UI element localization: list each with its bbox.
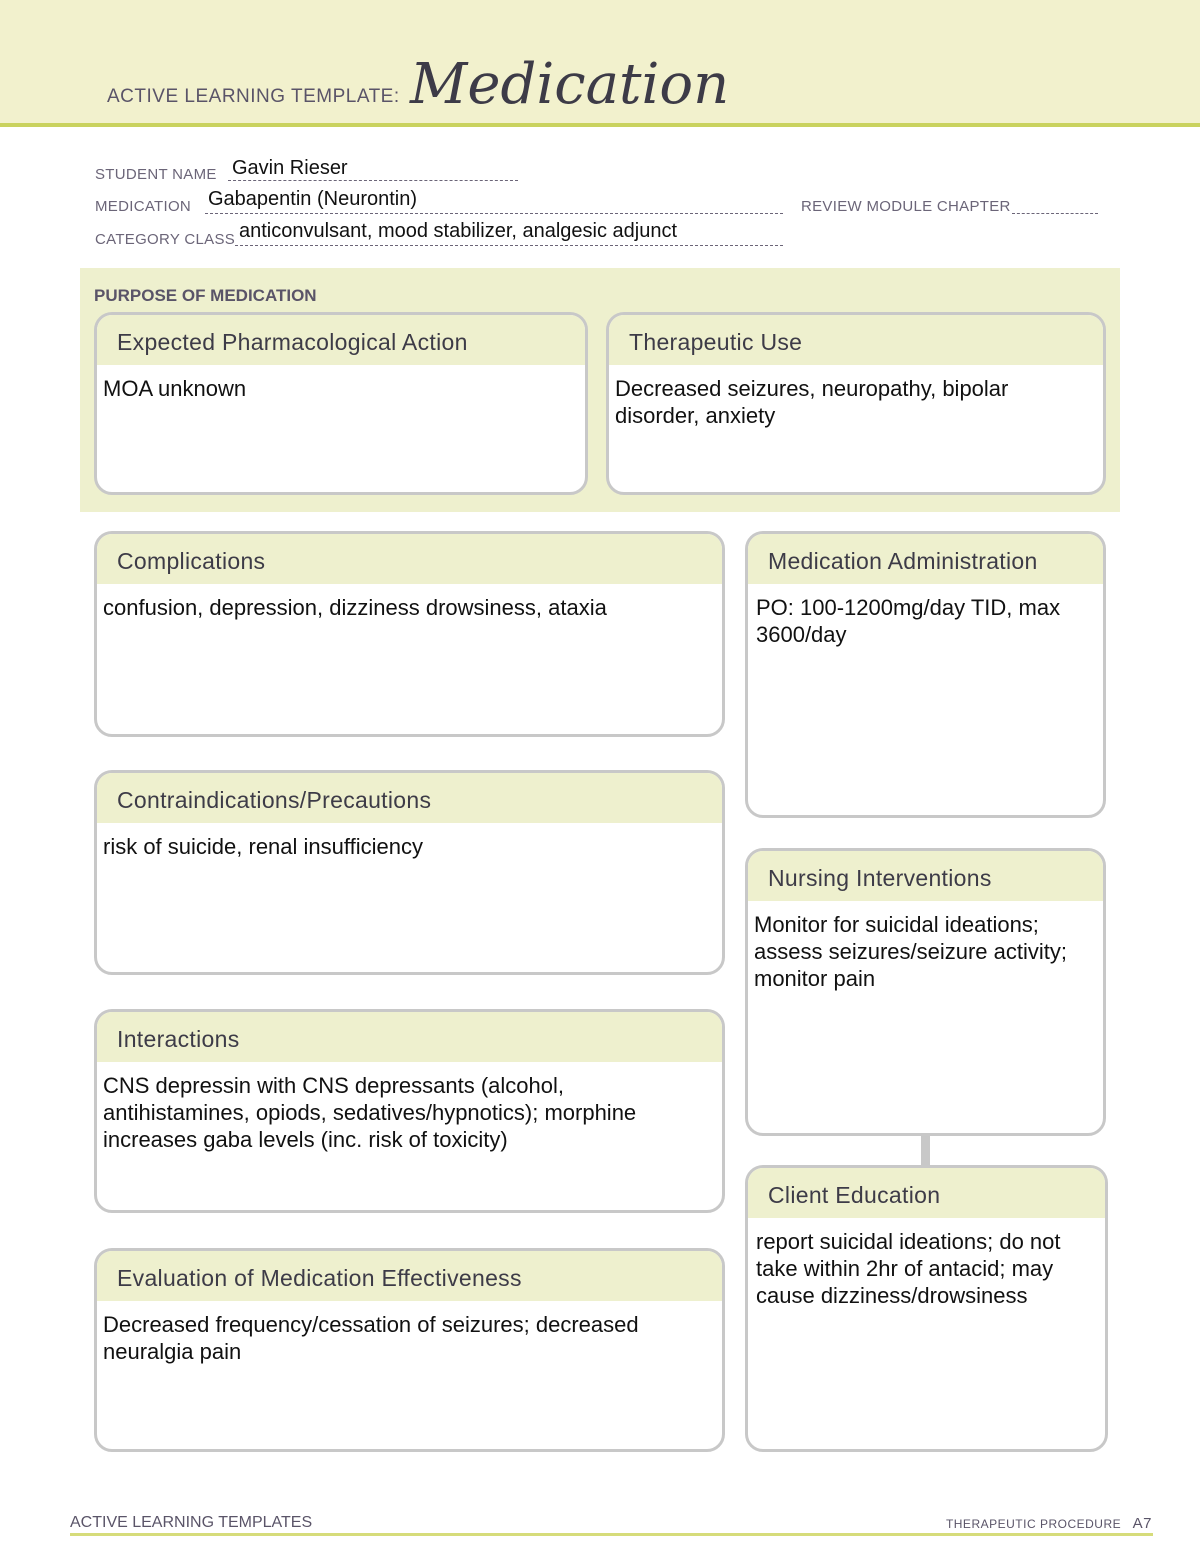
footer-right [946, 1515, 1152, 1532]
category-class-label: CATEGORY CLASS [95, 231, 236, 248]
box-body[interactable]: Decreased frequency/cessation of seizures; decreased neuralgia pain [103, 1312, 639, 1364]
template-label: ACTIVE LEARNING TEMPLATE: [107, 86, 400, 107]
box-title: Medication Administration [748, 534, 1103, 584]
therapeutic-use-box [606, 312, 1106, 495]
page-number: A7 [1132, 1515, 1152, 1532]
nursing-interventions-box [745, 848, 1106, 1136]
box-body[interactable]: Monitor for suicidal ideations; assess seizures/seizure activity; monitor pain [754, 912, 1067, 991]
page-title: Medication [410, 52, 730, 117]
footer-section: THERAPEUTIC PROCEDURE [945, 1517, 1122, 1531]
footer-divider [70, 1533, 1153, 1536]
box-title: Evaluation of Medication Effectiveness [97, 1251, 722, 1301]
box-title: Complications [97, 534, 722, 584]
student-name-label: STUDENT NAME [95, 166, 217, 183]
connector [921, 1135, 930, 1167]
student-name-line [228, 180, 518, 181]
review-module-label: REVIEW MODULE CHAPTER [801, 198, 1011, 215]
box-body[interactable]: confusion, depression, dizziness drowsiness, ataxia [103, 595, 607, 620]
box-title: Therapeutic Use [609, 315, 1103, 365]
category-class-field[interactable]: anticonvulsant, mood stabilizer, analgesic adjunct [239, 220, 678, 242]
student-name-field[interactable]: Gavin Rieser [232, 157, 348, 179]
interactions-box [94, 1009, 725, 1213]
purpose-label: PURPOSE OF MEDICATION [94, 286, 317, 305]
medication-field[interactable]: Gabapentin (Neurontin) [208, 188, 418, 210]
box-title: Contraindications/Precautions [97, 773, 722, 823]
expected-action-box [94, 312, 588, 495]
box-body[interactable]: Decreased seizures, neuropathy, bipolar disorder, anxiety [615, 376, 1009, 428]
category-class-line [235, 245, 783, 246]
box-title: Client Education [748, 1168, 1105, 1218]
footer-left: ACTIVE LEARNING TEMPLATES [70, 1514, 313, 1531]
box-title: Interactions [97, 1012, 722, 1062]
box-body[interactable]: MOA unknown [103, 376, 247, 401]
medication-label: MEDICATION [95, 198, 192, 215]
box-title: Nursing Interventions [748, 851, 1103, 901]
box-body[interactable]: PO: 100-1200mg/day TID, max 3600/day [756, 595, 1061, 647]
medication-line [205, 213, 783, 214]
box-body[interactable]: report suicidal ideations; do not take within 2hr of antacid; may cause dizziness/drowsiness [756, 1229, 1061, 1308]
box-body[interactable]: risk of suicide, renal insufficiency [103, 834, 423, 859]
review-module-field[interactable] [1012, 213, 1098, 214]
evaluation-box [94, 1248, 725, 1452]
contraindications-box [94, 770, 725, 975]
box-body[interactable]: CNS depressin with CNS depressants (alcohol, antihistamines, opiods, sedatives/hypnotics); morphine increases gaba levels (inc. risk of toxicity) [103, 1073, 637, 1152]
administration-box [745, 531, 1106, 818]
box-title: Expected Pharmacological Action [97, 315, 585, 365]
complications-box [94, 531, 725, 737]
client-education-box [745, 1165, 1108, 1452]
